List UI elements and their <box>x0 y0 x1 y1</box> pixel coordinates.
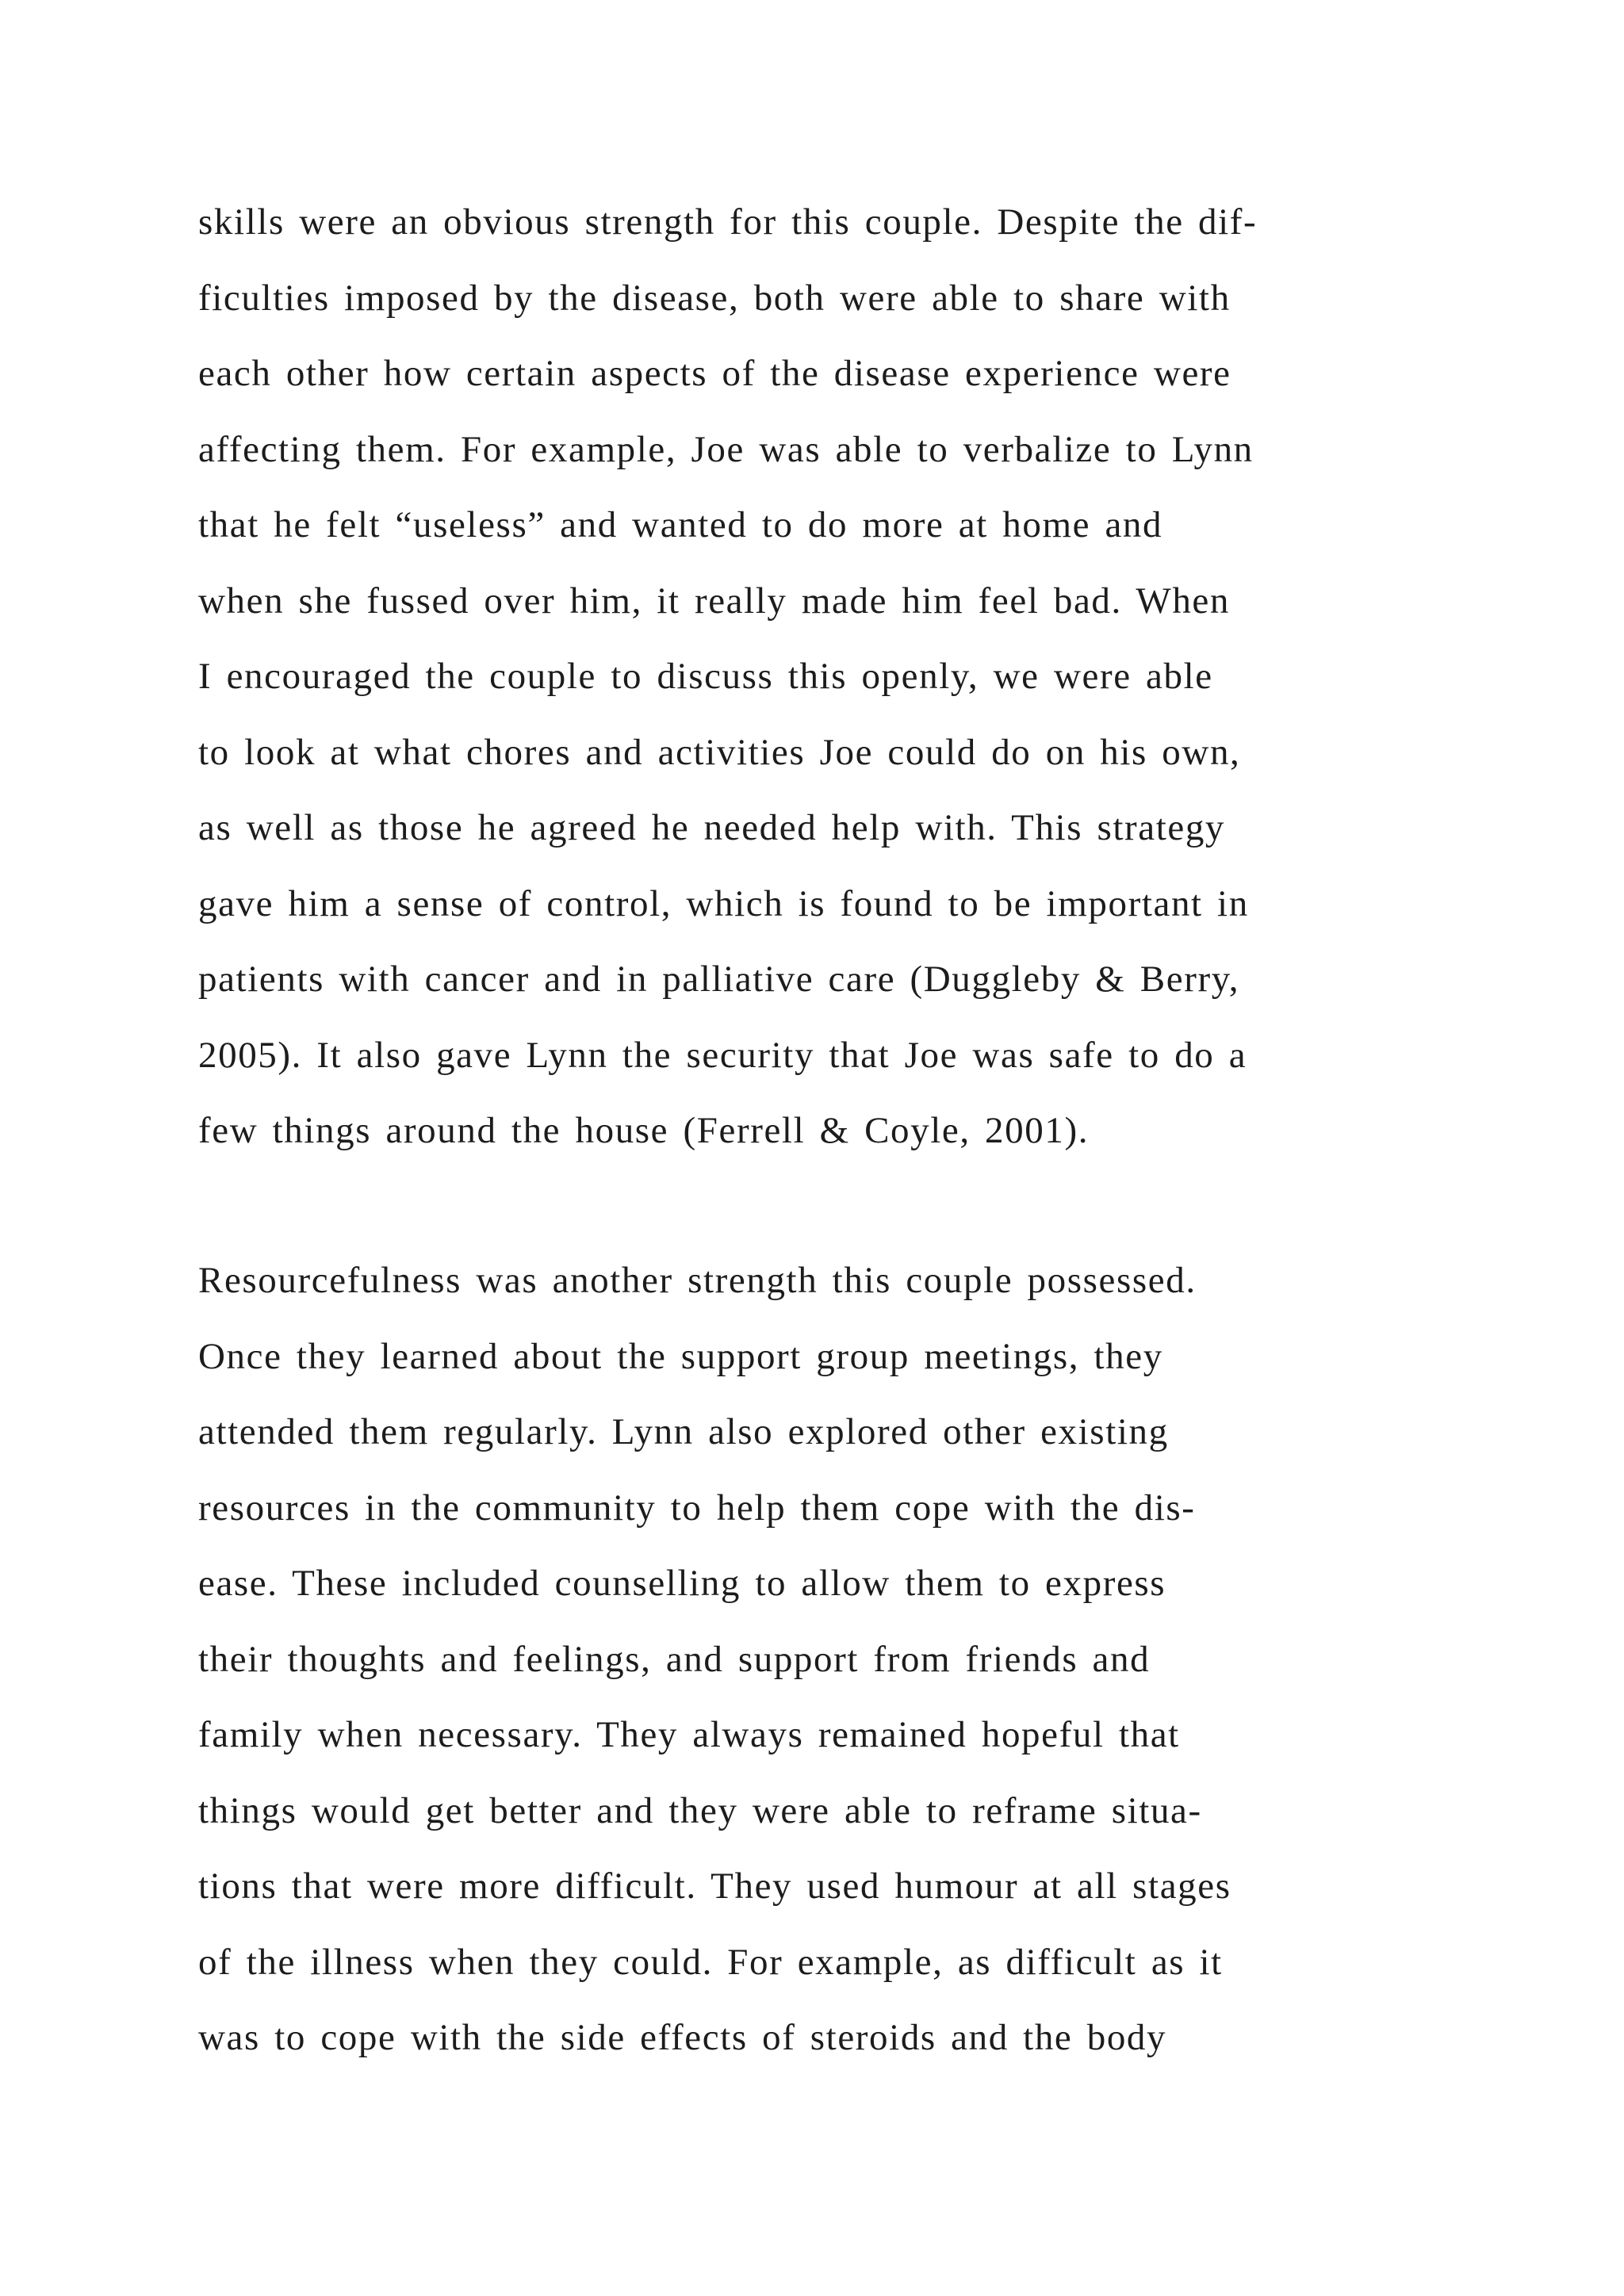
paragraph-resourcefulness <box>198 1253 1435 2086</box>
text-line: resources in the community to help them cope with the dis- <box>198 1487 1196 1529</box>
text-line: skills were an obvious strength for this couple. Despite the dif- <box>198 201 1258 243</box>
text-line: things would get better and they were able to reframe situa- <box>198 1789 1202 1831</box>
text-line: patients with cancer and in palliative care (Duggleby & Berry, <box>198 959 1240 1000</box>
text-line: their thoughts and feelings, and support from friends and <box>198 1638 1151 1680</box>
text-line: Resourcefulness was another strength this couple possessed. <box>198 1260 1197 1301</box>
paragraph-communication-skills <box>198 194 1435 1179</box>
text-line: 2005). It also gave Lynn the security that Joe was safe to do a <box>198 1034 1247 1076</box>
text-line: few things around the house (Ferrell & Coyle, 2001). <box>198 1110 1090 1151</box>
text-line: was to cope with the side effects of steroids and the body <box>198 2017 1167 2058</box>
text-line: I encouraged the couple to discuss this openly, we were able <box>198 656 1213 697</box>
text-line: tions that were more difficult. They used humour at all stages <box>198 1866 1231 1907</box>
text-line: when she fussed over him, it really made him feel bad. When <box>198 580 1230 622</box>
text-line: as well as those he agreed he needed help with. This strategy <box>198 807 1226 848</box>
text-line: family when necessary. They always remained hopeful that <box>198 1714 1180 1755</box>
text-line: gave him a sense of control, which is found to be important in <box>198 882 1249 924</box>
text-line: Once they learned about the support group meetings, they <box>198 1335 1163 1377</box>
text-line: each other how certain aspects of the disease experience were <box>198 353 1231 394</box>
text-line: that he felt “useless” and wanted to do more at home and <box>198 504 1163 545</box>
text-line: ease. These included counselling to allow them to express <box>198 1563 1166 1604</box>
text-line: ficulties imposed by the disease, both were able to share with <box>198 277 1231 319</box>
text-line: of the illness when they could. For example, as difficult as it <box>198 1941 1223 1983</box>
text-line: attended them regularly. Lynn also explored other existing <box>198 1411 1169 1452</box>
text-line: to look at what chores and activities Joe could do on his own, <box>198 731 1241 773</box>
text-line: affecting them. For example, Joe was able to verbalize to Lynn <box>198 428 1254 470</box>
